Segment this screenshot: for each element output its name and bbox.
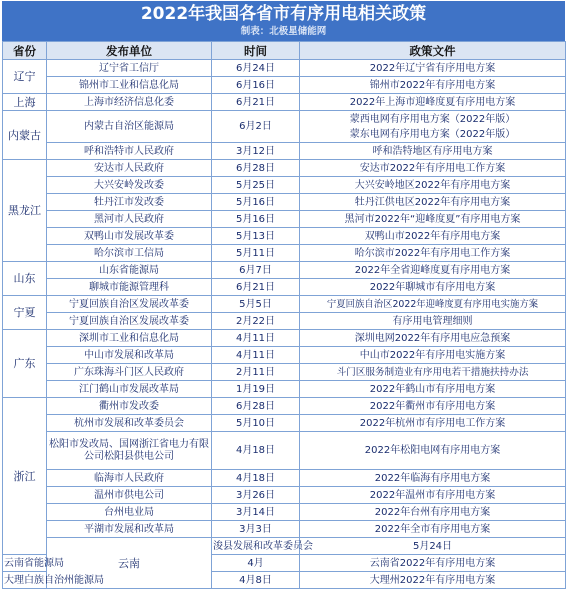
- document-cell: 2022年全市有序用电方案: [300, 521, 566, 538]
- document-cell: 2022年临海有序用电方案: [300, 470, 566, 487]
- table-row: [3, 487, 566, 504]
- table-row: [3, 330, 566, 347]
- document-cell: 黑河市2022年“迎峰度夏”有序用电方案: [300, 211, 566, 228]
- document-line: 蒙东电网有序用电方案（2022年版）: [349, 128, 516, 140]
- table-row: [3, 228, 566, 245]
- table-title: 2022年我国各省市有序用电相关政策: [140, 4, 427, 24]
- province-cell: 浙江: [3, 398, 47, 555]
- date-cell: 6月24日: [212, 60, 300, 77]
- date-cell: 3月26日: [212, 487, 300, 504]
- unit-cell: 松阳市发改局、国网浙江省电力有限公司松阳县供电公司: [47, 432, 212, 470]
- document-cell: 大理州2022年有序用电方案: [300, 572, 566, 589]
- table-row: [3, 77, 566, 94]
- unit-cell: 衢州市发改委: [47, 398, 212, 415]
- table-row: [3, 177, 566, 194]
- document-cell: 云南省2022年有序用电方案: [300, 555, 566, 572]
- date-cell: 4月18日: [212, 470, 300, 487]
- unit-cell: 内蒙古自治区能源局: [47, 111, 212, 143]
- date-cell: 5月11日: [212, 245, 300, 262]
- unit-cell: 牡丹江市发改委: [47, 194, 212, 211]
- date-cell: 2月22日: [212, 313, 300, 330]
- document-cell: 2022年松阳电网有序用电方案: [300, 432, 566, 470]
- document-cell: 2022年杭州市有序用电工作方案: [300, 415, 566, 432]
- date-cell: 5月5日: [212, 296, 300, 313]
- document-cell: 宁夏回族自治区2022年迎峰度夏有序用电实施方案: [300, 296, 566, 313]
- unit-cell: 哈尔滨市工信局: [47, 245, 212, 262]
- unit-cell: 锦州市工业和信息化局: [47, 77, 212, 94]
- unit-cell: 台州电业局: [47, 504, 212, 521]
- document-cell: 哈尔滨市2022年有序用电工作方案: [300, 245, 566, 262]
- date-cell: 6月16日: [212, 77, 300, 94]
- unit-cell: 双鸭山市发展改革委: [47, 228, 212, 245]
- date-cell: 2月11日: [212, 364, 300, 381]
- document-cell: [300, 111, 566, 143]
- table-row: [3, 470, 566, 487]
- date-cell: 6月28日: [212, 398, 300, 415]
- unit-cell: 安达市人民政府: [47, 160, 212, 177]
- table-row: [3, 521, 566, 538]
- table-row: [3, 60, 566, 77]
- date-cell: 6月28日: [212, 160, 300, 177]
- province-cell: 上海: [3, 94, 47, 111]
- document-cell: 2022年衢州市有序用电方案: [300, 398, 566, 415]
- document-cell: 有序用电管理细则: [300, 313, 566, 330]
- date-cell: 4月: [212, 555, 300, 572]
- document-line: 蒙西电网有序用电方案（2022年版）: [349, 113, 516, 125]
- document-cell: 2022年温州市有序用电方案: [300, 487, 566, 504]
- date-cell: 3月14日: [212, 504, 300, 521]
- date-cell: 6月21日: [212, 94, 300, 111]
- date-cell: 6月21日: [212, 279, 300, 296]
- table-row: [3, 194, 566, 211]
- column-header-date: 时间: [212, 42, 300, 60]
- table-row: [3, 432, 566, 470]
- date-cell: 5月16日: [212, 194, 300, 211]
- unit-cell: 黑河市人民政府: [47, 211, 212, 228]
- table-row: [3, 279, 566, 296]
- document-cell: 呼和浩特地区有序用电方案: [300, 143, 566, 160]
- province-cell: 内蒙古: [3, 111, 47, 160]
- table-row: [3, 364, 566, 381]
- table-row: [3, 262, 566, 279]
- table-row: [3, 111, 566, 143]
- document-cell: 锦州市2022年有序用电方案: [300, 77, 566, 94]
- unit-cell: 山东省能源局: [47, 262, 212, 279]
- date-cell: 1月19日: [212, 381, 300, 398]
- unit-cell: 宁夏回族自治区发展改革委: [47, 296, 212, 313]
- province-cell: 黑龙江: [3, 160, 47, 262]
- table-row: [3, 415, 566, 432]
- column-header-province: 省份: [3, 42, 47, 60]
- province-cell: 广东: [3, 330, 47, 398]
- unit-cell: 聊城市能源管理科: [47, 279, 212, 296]
- date-cell: 6月2日: [212, 111, 300, 143]
- table-header-banner: [2, 1, 565, 41]
- unit-cell: 平湖市发展和改革局: [47, 521, 212, 538]
- date-cell: 5月24日: [300, 538, 566, 555]
- table-row: [3, 160, 566, 177]
- unit-cell: 上海市经济信息化委: [47, 94, 212, 111]
- document-cell: 牡丹江供电区2022年有序用电方案: [300, 194, 566, 211]
- date-cell: 3月12日: [212, 143, 300, 160]
- table-row: [3, 538, 566, 555]
- document-cell: 2022年聊城市有序用电方案: [300, 279, 566, 296]
- unit-cell: 杭州市发展和改革委员会: [47, 415, 212, 432]
- province-cell: 辽宁: [3, 60, 47, 94]
- table-row: [3, 245, 566, 262]
- province-cell: 宁夏: [3, 296, 47, 330]
- document-cell: 2022年上海市迎峰度夏有序用电方案: [300, 94, 566, 111]
- date-cell: 5月16日: [212, 211, 300, 228]
- date-cell: 5月10日: [212, 415, 300, 432]
- document-cell: 2022年鹤山市有序用电方案: [300, 381, 566, 398]
- unit-cell: 浚县发展和改革委员会: [212, 538, 300, 555]
- unit-cell: 广东珠海斗门区人民政府: [47, 364, 212, 381]
- table-row: [3, 398, 566, 415]
- policy-table: [2, 41, 566, 589]
- unit-cell: 临海市人民政府: [47, 470, 212, 487]
- table-credit: 制表：北极星储能网: [240, 26, 327, 37]
- table-row: [3, 143, 566, 160]
- unit-cell: 辽宁省工信厅: [47, 60, 212, 77]
- province-cell: 云南: [47, 538, 212, 589]
- date-cell: 3月3日: [212, 521, 300, 538]
- table-row: [3, 296, 566, 313]
- document-cell: 2022年全省迎峰度夏有序用电方案: [300, 262, 566, 279]
- table-row: [3, 211, 566, 228]
- unit-cell: 云南省能源局: [3, 555, 47, 572]
- document-cell: 双鸭山市2022年有序用电方案: [300, 228, 566, 245]
- date-cell: 6月7日: [212, 262, 300, 279]
- date-cell: 4月18日: [212, 432, 300, 470]
- unit-cell: 大理白族自治州能源局: [3, 572, 47, 589]
- column-header-unit: 发布单位: [47, 42, 212, 60]
- table-row: [3, 94, 566, 111]
- province-cell: 山东: [3, 262, 47, 296]
- unit-cell: 大兴安岭发改委: [47, 177, 212, 194]
- unit-cell: 江门鹤山市发展改革局: [47, 381, 212, 398]
- document-cell: 中山市2022年有序用电实施方案: [300, 347, 566, 364]
- document-cell: 深圳电网2022年有序用电应急预案: [300, 330, 566, 347]
- unit-cell: 深圳市工业和信息化局: [47, 330, 212, 347]
- date-cell: 5月13日: [212, 228, 300, 245]
- date-cell: 5月25日: [212, 177, 300, 194]
- date-cell: 4月8日: [212, 572, 300, 589]
- unit-cell: 中山市发展和改革局: [47, 347, 212, 364]
- date-cell: 4月11日: [212, 347, 300, 364]
- document-cell: 安达市2022年有序用电工作方案: [300, 160, 566, 177]
- table-row: [3, 381, 566, 398]
- table-row: [3, 347, 566, 364]
- column-header-document: 政策文件: [300, 42, 566, 60]
- policy-table-card: [2, 1, 565, 586]
- document-cell: 斗门区服务制造业有序用电若干措施扶持办法: [300, 364, 566, 381]
- document-cell: 2022年台州有序用电方案: [300, 504, 566, 521]
- table-row: [3, 504, 566, 521]
- unit-cell: 温州市供电公司: [47, 487, 212, 504]
- unit-cell: 呼和浩特市人民政府: [47, 143, 212, 160]
- document-cell: 2022年辽宁省有序用电方案: [300, 60, 566, 77]
- unit-cell: 宁夏回族自治区发展改革委: [47, 313, 212, 330]
- date-cell: 4月11日: [212, 330, 300, 347]
- table-header-row: [3, 42, 566, 60]
- table-row: [3, 313, 566, 330]
- document-cell: 大兴安岭地区2022年有序用电方案: [300, 177, 566, 194]
